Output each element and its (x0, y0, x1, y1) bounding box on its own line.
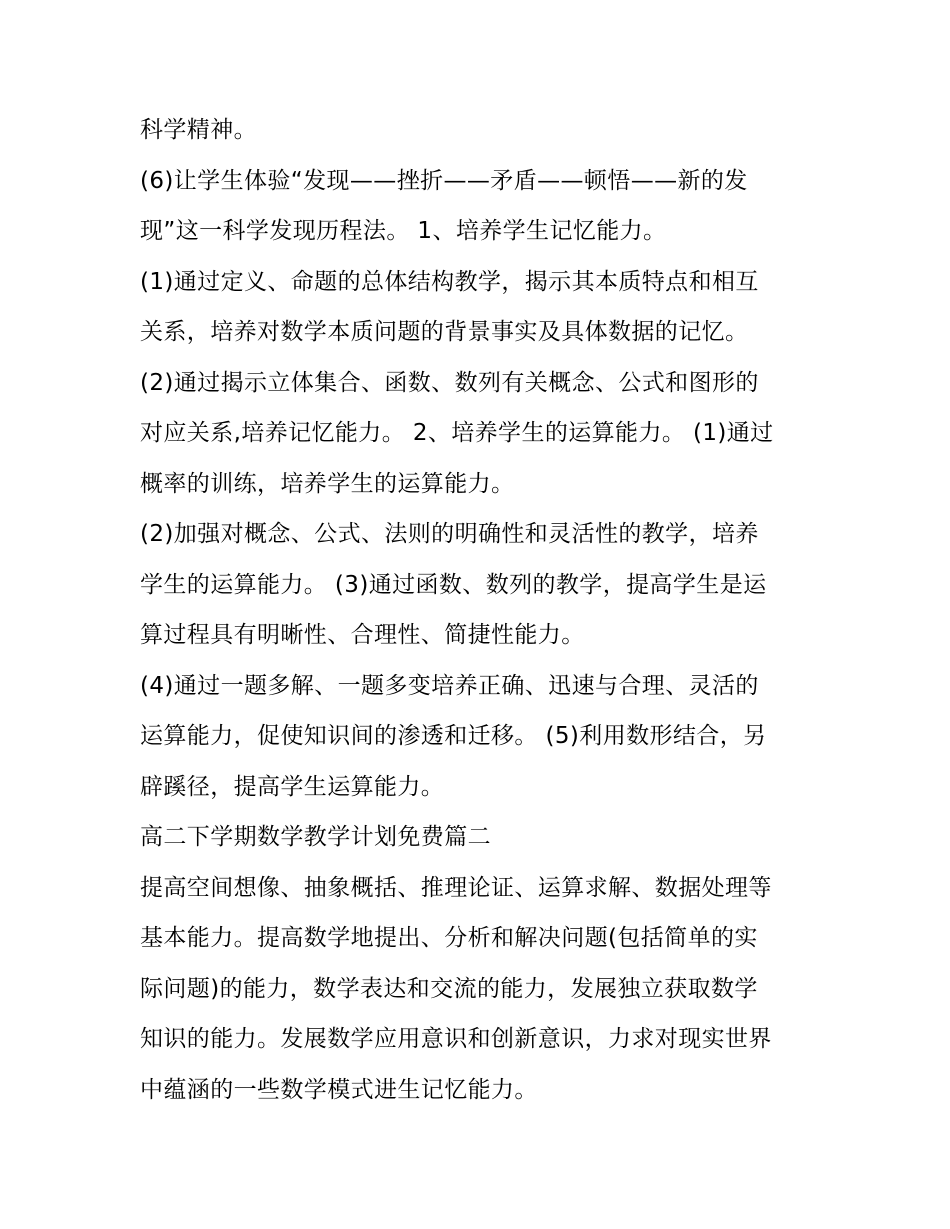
text-line: 算过程具有明晰性、合理性、简捷性能力。 (140, 622, 585, 648)
text-line: 关系，培养对数学本质问题的背景事实及具体数据的记忆。 (140, 319, 749, 345)
text-line: 际问题)的能力，数学表达和交流的能力，发展独立获取数学 (140, 975, 758, 1002)
text-line: 对应关系,培养记忆能力。 2、培养学生的运算能力。 (1)通过 (140, 420, 774, 446)
text-line: 基本能力。提高数学地提出、分析和解决问题(包括简单的实 (140, 925, 758, 951)
text-line: 知识的能力。发展数学应用意识和创新意识，力求对现实世界 (140, 1026, 772, 1052)
text-line: 学生的运算能力。 (3)通过函数、数列的教学，提高学生是运 (140, 571, 767, 598)
text-line: (2)通过揭示立体集合、函数、数列有关概念、公式和图形的 (140, 369, 759, 396)
text-line: 运算能力，促使知识间的渗透和迁移。 (5)利用数形结合，另 (140, 723, 767, 749)
section-heading: 高二下学期数学教学计划免费篇二 (140, 824, 491, 850)
document-body (140, 105, 820, 1115)
text-line: 辟蹊径，提高学生运算能力。 (140, 773, 445, 800)
text-line: (2)加强对概念、公式、法则的明确性和灵活性的教学，培养 (140, 521, 759, 547)
text-line: 现”这一科学发现历程法。 1、培养学生记忆能力。 (140, 218, 667, 244)
text-line: (4)通过一题多解、一题多变培养正确、迅速与合理、灵活的 (140, 672, 759, 699)
text-line: (6)让学生体验“发现——挫折——矛盾——顿悟——新的发 (140, 167, 748, 194)
text-line: 科学精神。 (140, 117, 257, 143)
text-line: 中蕴涵的一些数学模式进生记忆能力。 (140, 1076, 538, 1103)
text-line: 提高空间想像、抽象概括、推理论证、运算求解、数据处理等 (140, 874, 772, 901)
text-line: (1)通过定义、命题的总体结构教学，揭示其本质特点和相互 (140, 268, 759, 295)
text-line: 概率的训练，培养学生的运算能力。 (140, 470, 515, 497)
